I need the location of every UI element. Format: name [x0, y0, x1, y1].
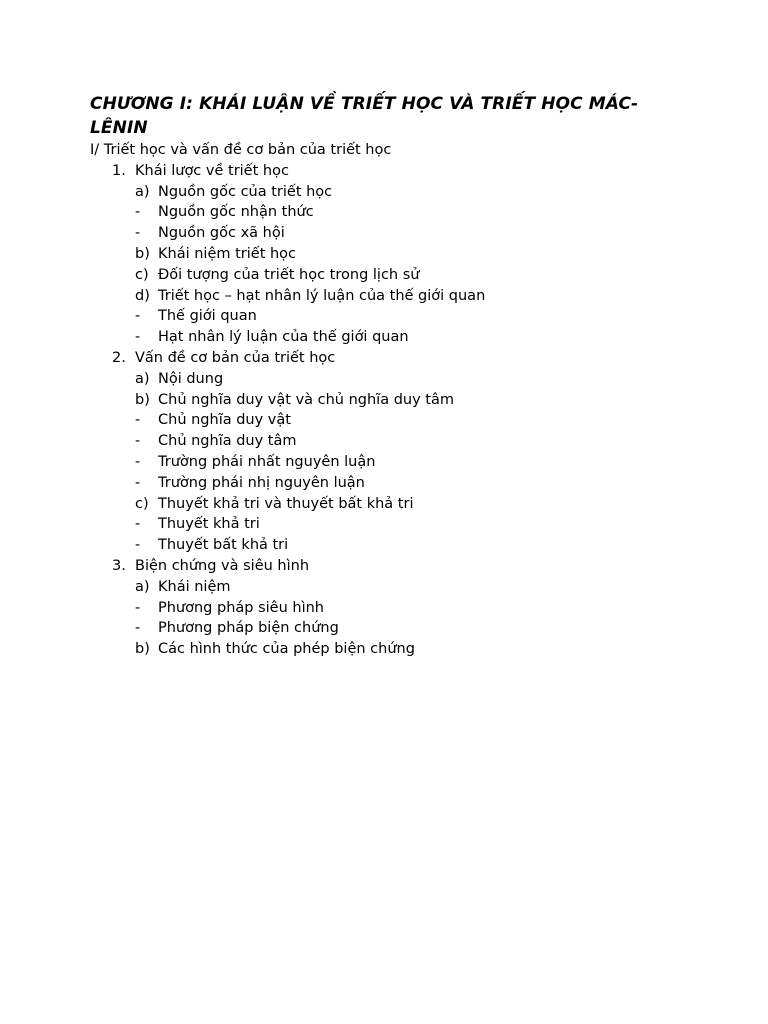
outline-marker: 2.: [112, 349, 126, 366]
outline-subitem: [90, 535, 690, 556]
outline-subitem: [90, 390, 690, 411]
outline-subitem: [90, 244, 690, 265]
outline-text: Đối tượng của triết học trong lịch sử: [158, 266, 420, 283]
outline-marker: a): [135, 370, 150, 387]
outline-marker: a): [135, 578, 150, 595]
outline-marker: b): [135, 245, 150, 262]
outline-text: Nguồn gốc của triết học: [158, 183, 333, 200]
outline-text: Chủ nghĩa duy vật và chủ nghĩa duy tâm: [158, 391, 454, 408]
outline-item-numbered: [90, 556, 690, 577]
outline-text: Thuyết khả tri và thuyết bất khả tri: [158, 495, 414, 512]
outline-marker: -: [135, 204, 141, 221]
chapter-title: [90, 92, 690, 140]
outline-marker: c): [135, 495, 149, 512]
outline-marker: d): [135, 287, 150, 304]
outline-text: Nội dung: [158, 370, 224, 387]
outline-text: Trường phái nhị nguyên luận: [158, 474, 365, 491]
outline-marker: 3.: [112, 557, 126, 574]
outline-text: Khái niệm: [158, 578, 231, 595]
outline-marker: b): [135, 391, 150, 408]
outline-subitem: [90, 452, 690, 473]
outline-subitem: [90, 223, 690, 244]
outline-marker: -: [135, 433, 141, 450]
outline-text: Thuyết bất khả tri: [158, 537, 289, 554]
chapter-title-line2: LÊNIN: [90, 118, 148, 138]
outline-subitem: [90, 639, 690, 660]
outline-subitem: [90, 410, 690, 431]
outline-marker: -: [135, 412, 141, 429]
outline-list: [90, 161, 690, 660]
outline-marker: -: [135, 620, 141, 637]
outline-subitem: [90, 327, 690, 348]
outline-subitem: [90, 265, 690, 286]
outline-subitem: [90, 202, 690, 223]
outline-marker: -: [135, 474, 141, 491]
outline-marker: b): [135, 641, 150, 658]
outline-text: Chủ nghĩa duy tâm: [158, 433, 297, 450]
outline-text: Nguồn gốc nhận thức: [158, 204, 314, 221]
outline-text: Các hình thức của phép biện chứng: [158, 641, 415, 658]
document-page: [90, 92, 690, 660]
outline-subitem: [90, 598, 690, 619]
outline-text: Thế giới quan: [158, 308, 257, 325]
outline-subitem: [90, 369, 690, 390]
outline-marker: a): [135, 183, 150, 200]
outline-marker: -: [135, 329, 141, 346]
outline-item-numbered: [90, 348, 690, 369]
outline-marker: c): [135, 266, 149, 283]
outline-text: Chủ nghĩa duy vật: [158, 412, 291, 429]
outline-item-numbered: [90, 161, 690, 182]
outline-subitem: [90, 306, 690, 327]
outline-text: Phương pháp biện chứng: [158, 620, 339, 637]
outline-text: Triết học – hạt nhân lý luận của thế giới quan: [158, 287, 486, 304]
outline-subitem: [90, 514, 690, 535]
outline-subitem: [90, 473, 690, 494]
outline-subitem: [90, 494, 690, 515]
outline-subitem: [90, 577, 690, 598]
outline-marker: -: [135, 599, 141, 616]
outline-text: Khái niệm triết học: [158, 245, 297, 262]
outline-marker: -: [135, 453, 141, 470]
outline-subitem: [90, 618, 690, 639]
outline-subitem: [90, 286, 690, 307]
outline-text: Vấn đề cơ bản của triết học: [135, 349, 336, 366]
outline-subitem: [90, 182, 690, 203]
outline-text: Nguồn gốc xã hội: [158, 225, 285, 242]
section-heading: I/ Triết học và vấn đề cơ bản của triết học: [90, 142, 392, 158]
chapter-title-line1: CHƯƠNG I: KHÁI LUẬN VỀ TRIẾT HỌC VÀ TRIẾT HỌC MÁC-: [90, 94, 639, 114]
outline-marker: 1.: [112, 162, 126, 179]
outline-text: Hạt nhân lý luận của thế giới quan: [158, 329, 409, 346]
outline-marker: -: [135, 225, 141, 242]
outline-marker: -: [135, 537, 141, 554]
outline-text: Trường phái nhất nguyên luận: [158, 453, 376, 470]
outline-marker: -: [135, 516, 141, 533]
outline-subitem: [90, 431, 690, 452]
outline-text: Thuyết khả tri: [158, 516, 260, 533]
outline-marker: -: [135, 308, 141, 325]
outline-text: Biện chứng và siêu hình: [135, 557, 310, 574]
outline-text: Phương pháp siêu hình: [158, 599, 324, 616]
outline-text: Khái lược về triết học: [135, 162, 289, 179]
